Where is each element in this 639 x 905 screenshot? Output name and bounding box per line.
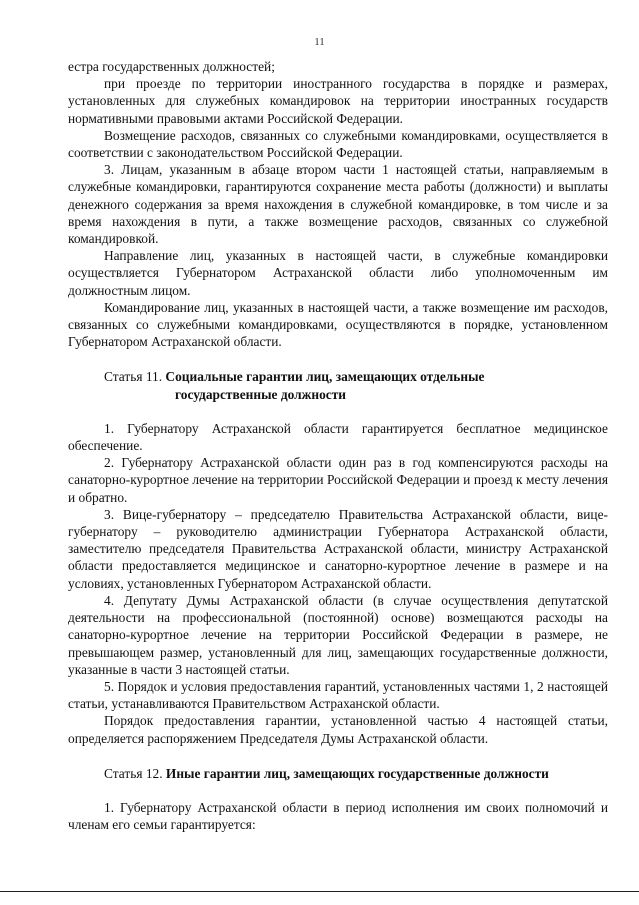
spacer [68, 403, 608, 420]
paragraph: 5. Порядок и условия предоставления гарантий, установленных частями 1, 2 настоящей статьи, устанавливаются Правительством Астраханской области. [68, 678, 608, 712]
article-title: Иные гарантии лиц, замещающих государственные должности [165, 765, 549, 781]
spacer [68, 782, 608, 799]
paragraph: 4. Депутату Думы Астраханской области (в случае осуществления депутатской деятельности на профессиональной (постоянной) основе) возмещаются расходы на санаторно-курортное лечение на территории Российской Федерации в размере, не превышающем размер, установленный для лиц, замещающих государственные должности, указанные в части 3 настоящей статьи. [68, 592, 608, 677]
paragraph: 2. Губернатору Астраханской области один раз в год компенсируются расходы на санаторно-курортное лечение на территории Российской Федерации и проезд к месту лечения и обратно. [68, 455, 608, 505]
paragraph: Направление лиц, указанных в настоящей части, в служебные командировки осуществляется Губернатором Астраханской области либо уполномоченным им должностным лицом. [68, 248, 608, 298]
document-body [68, 58, 608, 833]
paragraph: естра государственных должностей; [68, 59, 275, 74]
paragraph: 3. Вице-губернатору – председателю Правительства Астраханской области, вице-губернатору – руководителю администрации Губернатора Астраханской области, заместителю председателя Правительства Астраханской области, министру Астраханской области предоставляется медицинское и санаторно-курортное лечение в размере и на условиях, установленных Губернатором Астраханской области. [68, 506, 608, 591]
paragraph: 3. Лицам, указанным в абзаце втором части 1 настоящей статьи, направляемым в служебные командировки, гарантируются сохранение места работы (должности) и выплаты денежного содержания за время нахождения в служебной командировке, в том числе и за время нахождения в пути, а также возмещение расходов, связанных со служебной командировкой. [68, 162, 608, 247]
spacer [68, 747, 608, 765]
paragraph: Возмещение расходов, связанных со служебными командировками, осуществляется в соответствии с законодательством Российской Федерации. [68, 127, 608, 161]
paragraph: Командирование лиц, указанных в настоящей части, а также возмещение им расходов, связанных со служебными командировками, осуществляются в порядке, установленном Губернатором Астраханской области. [68, 299, 608, 350]
article-number: Статья 12. [104, 765, 166, 781]
paragraph: 1. Губернатору Астраханской области гарантируется бесплатное медицинское обеспечение. [68, 420, 608, 454]
article-12-heading [68, 765, 608, 782]
paragraph: 1. Губернатору Астраханской области в период исполнения им своих полномочий и членам его семьи гарантируется: [68, 799, 608, 833]
article-11-heading [68, 368, 608, 402]
paragraph: при проезде по территории иностранного государства в порядке и размерах, установленных для служебных командировок на территории иностранных государств нормативными правовыми актами Российской Федерации. [68, 76, 608, 126]
article-title-line1: Социальные гарантии лиц, замещающих отдельные [165, 369, 485, 385]
article-number: Статья 11. [104, 369, 166, 385]
spacer [68, 350, 608, 368]
page-bottom-rule [0, 891, 639, 892]
paragraph: Порядок предоставления гарантии, установленной частью 4 настоящей статьи, определяется распоряжением Председателя Думы Астраханской области. [68, 713, 608, 746]
page-number: 11 [314, 36, 325, 48]
article-title-line2: государственные должности [175, 386, 347, 402]
